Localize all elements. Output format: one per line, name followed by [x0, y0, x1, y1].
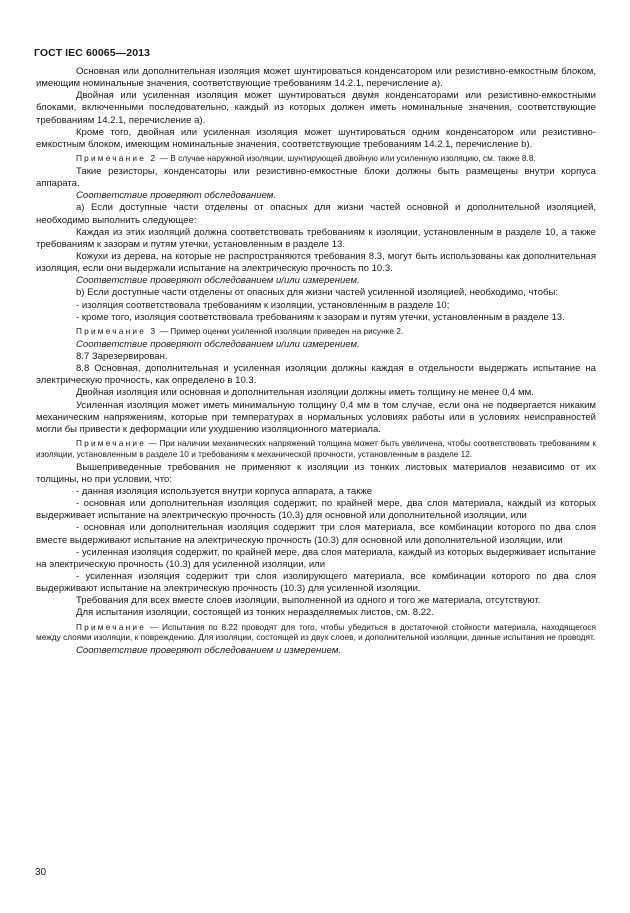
body-paragraph: Усиленная изоляция может иметь минимальную толщину 0,4 мм в том случае, если она не подвергается никаким механическим напряжениям, которые при температурах в нормальных условиях работы или в условиях неисправностей могли бы привести к деформации или ухудшению изоляционного материала.: [36, 399, 596, 435]
body-paragraph: - усиленная изоляция содержит, по крайней мере, два слоя материала, каждый из которых выдерживает испытание на электрическую прочность (10.3) для усиленной изоляции, или: [36, 546, 596, 570]
note-paragraph: [36, 326, 596, 337]
page-number: 30: [35, 867, 47, 878]
body-paragraph: 8.8 Основная, дополнительная и усиленная изоляции должны каждая в отдельности выдержать испытание на электрическую прочность, как определено в 10.3.: [36, 363, 596, 387]
body-paragraph: 8.7 Зарезервирован.: [76, 350, 168, 362]
note-label: Примечание: [76, 437, 147, 448]
body-paragraph: Кожухи из дерева, на которые не распространяются требования 8.3, могут быть использованы как дополнительная изоляция, если они выдержали испытание на электрическую прочность по 10.3.: [36, 250, 596, 275]
note-paragraph: [36, 438, 596, 460]
body-paragraph: - кроме того, изоляция соответствовала требованиям к зазорам и путям утечки, установленным в разделе 13.: [76, 311, 565, 323]
body-paragraph: Такие резисторы, конденсаторы или резистивно-емкостные блоки должны быть размещены внутри корпуса аппарата.: [36, 165, 596, 190]
note-text: — Испытания по 8.22 проводят для того, чтобы убедиться в достаточной стойкости материала, находящегося между слоями изоляции, к повреждению. Для изоляции, состоящей из двух слоев, и дополнительной изоляции, данные испытания не проводят.: [36, 621, 596, 643]
document-header: ГОСТ IEC 60065—2013: [34, 47, 151, 59]
body-paragraph: - усиленная изоляция содержит три слоя изолирующего материала, все комбинации которого по два слоя выдерживают испытание на электрическую прочность (10.3) для усиленной изоляции.: [36, 570, 596, 595]
document-body: [36, 66, 596, 657]
body-paragraph: - изоляция соответствовала требованиям к изоляции, установленным в разделе 10;: [76, 299, 450, 311]
note-label: Примечание: [76, 621, 147, 632]
note-paragraph: [36, 153, 596, 164]
compliance-statement: Соответствие проверяют обследованием и измерением.: [76, 645, 342, 657]
note-text: — В случае наружной изоляции, шунтирующей двойную или усиленную изоляцию, см. также 8.8.: [157, 153, 536, 164]
note-paragraph: [36, 622, 596, 644]
body-paragraph: Вышеприведенные требования не применяют к изоляции из тонких листовых материалов независимо от их толщины, но при условии, что:: [36, 461, 596, 485]
body-paragraph: Кроме того, двойная или усиленная изоляция может шунтироваться одним конденсатором или резистивно-емкостным блоком, имеющим номинальные значения, соответствующие требованиям 14.2.1, перечисление b).: [36, 126, 596, 150]
note-label: Примечание 3: [76, 325, 158, 336]
note-text: — При наличии механических напряжений толщина может быть увеличена, чтобы соответствовать требованиям к изоляции, установленным в разделе 10 и требованиям к механической прочности, установленным в разделе 12.: [36, 437, 596, 459]
body-paragraph: Требования для всех вместе слоев изоляции, выполненной из одного и того же материала, отсутствуют.: [76, 595, 541, 607]
body-paragraph: - основная или дополнительная изоляция содержит, по крайней мере, два слоя материала, каждый из которых выдерживает испытание на электрическую прочность (10.3) для основной или дополнительной изоляции, или: [36, 498, 596, 522]
body-paragraph: Каждая из этих изоляций должна соответствовать требованиям к изоляции, установленным в разделе 10, а также требованиям к зазорам и путям утечки, установленным в разделе 13.: [36, 226, 596, 250]
compliance-statement: Соответствие проверяют обследованием и/или измерением.: [76, 338, 360, 350]
body-paragraph: b) Если доступные части отделены от опасных для жизни частей усиленной изоляцией, необходимо, чтобы:: [76, 287, 558, 299]
body-paragraph: а) Если доступные части отделены от опасных для жизни частей основной и дополнительной изоляцией, необходимо выполнить следующее:: [36, 202, 596, 226]
body-paragraph: Основная или дополнительная изоляция может шунтироваться конденсатором или резистивно-емкостным блоком, имеющим номинальные значения, соответствующие требованиям 14.2.1, перечисление а).: [36, 66, 596, 90]
compliance-statement: Соответствие проверяют обследованием и/или измерением.: [76, 275, 360, 287]
body-paragraph: - основная или дополнительная изоляция содержит три слоя материала, все комбинации которого по два слоя вместе выдерживают испытание на электрическую прочность (10.3) для основной или дополнительной изоляции, или: [36, 522, 596, 546]
note-text: — Пример оценки усиленной изоляции приведен на рисунке 2.: [157, 325, 404, 336]
body-paragraph: Двойная изоляция или основная и дополнительная изоляции должны иметь толщину не менее 0,4 мм.: [76, 387, 534, 399]
body-paragraph: Двойная или усиленная изоляция может шунтироваться двумя конденсаторами или резистивно-емкостными блоками, включенными последовательно, каждый из которых должен иметь номинальные значения, соответствующие требованиям 14.2.1, перечисление а).: [36, 90, 596, 126]
body-paragraph: - данная изоляция используется внутри корпуса аппарата, а также: [76, 485, 373, 497]
compliance-statement: Соответствие проверяют обследованием.: [76, 190, 276, 202]
body-paragraph: Для испытания изоляции, состоящей из тонких неразделяемых листов, см. 8.22.: [76, 607, 435, 619]
note-label: Примечание 2: [76, 153, 158, 164]
